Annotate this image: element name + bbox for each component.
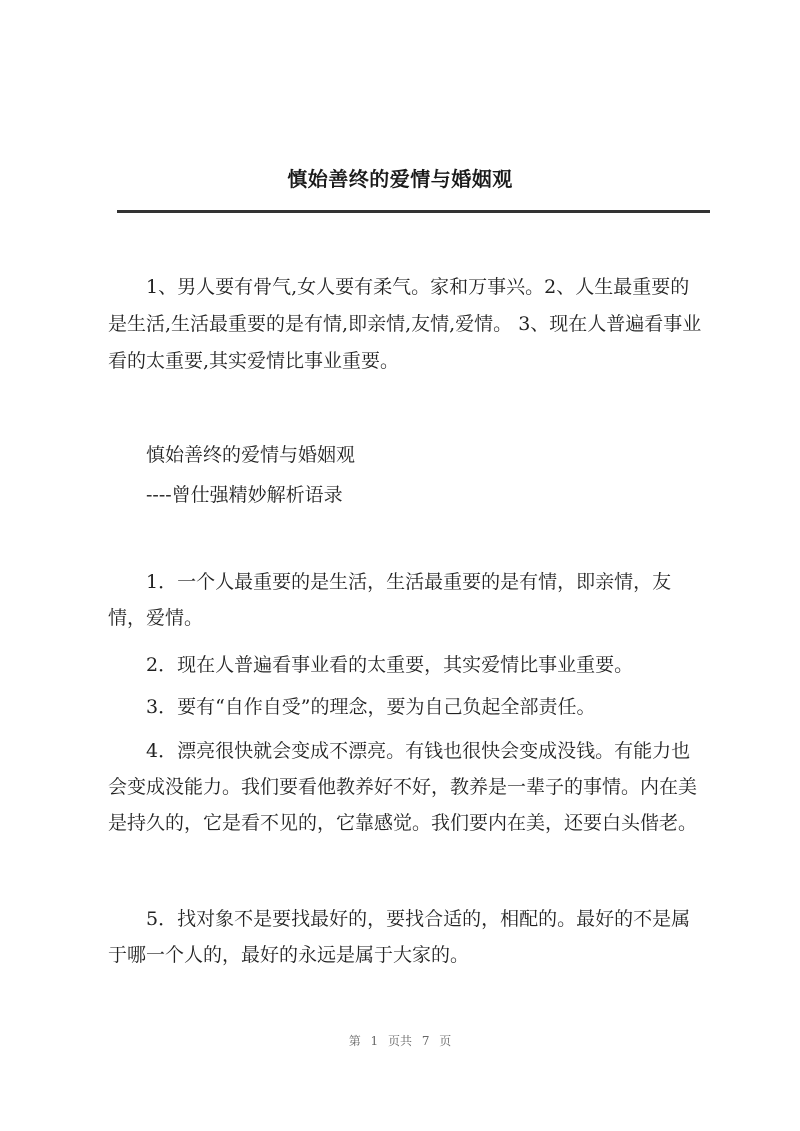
author-line: ----曾仕强精妙解析语录: [146, 484, 343, 506]
document-title: 慎始善终的爱情与婚姻观: [287, 167, 513, 191]
list-item: 4．漂亮很快就会变成不漂亮。有钱也很快会变成没钱。有能力也会变成没能力。我们要看他教养好不好，教养是一辈子的事情。内在美是持久的，它是看不见的，它靠感觉。我们要内在美，还要白头偕老。: [108, 740, 698, 834]
list-item: 1．一个人最重要的是生活，生活最重要的是有情，即亲情，友情，爱情。: [108, 571, 672, 629]
list-item: 2．现在人普遍看事业看的太重要，其实爱情比事业重要。: [146, 654, 634, 676]
page-footer: 第 1 页共 7 页: [348, 1034, 452, 1048]
list-item: 5．找对象不是要找最好的，要找合适的，相配的。最好的不是属于哪一个人的，最好的永远是属于大家的。: [108, 908, 691, 966]
subtitle: 慎始善终的爱情与婚姻观: [146, 444, 356, 466]
list-item: 3．要有“自作自受”的理念，要为自己负起全部责任。: [146, 696, 596, 718]
intro-paragraph: 1、男人要有骨气,女人要有柔气。家和万事兴。2、人生最重要的是生活,生活最重要的是有情,即亲情,友情,爱情。 3、现在人普遍看事业看的太重要,其实爱情比事业重要。: [108, 276, 702, 372]
title-divider: [117, 210, 710, 213]
